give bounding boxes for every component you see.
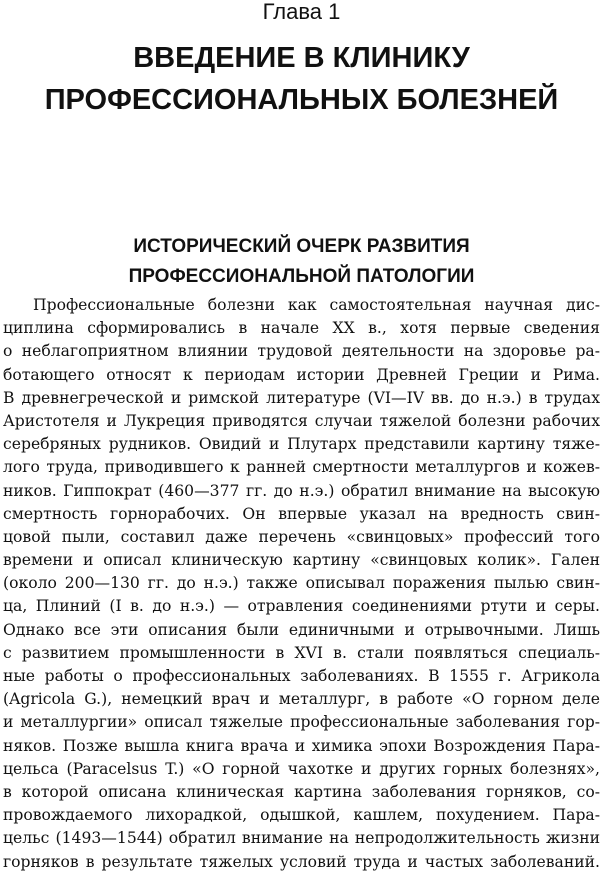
text-line: горняков в результате тяжелых условий труда и частых заболеваний. <box>3 852 600 871</box>
section-heading-line: ИСТОРИЧЕСКИЙ ОЧЕРК РАЗВИТИЯ <box>133 236 470 257</box>
chapter-title-line: ВВЕДЕНИЕ В КЛИНИКУ <box>133 42 470 74</box>
text-line: циплина сформировались в начале XX в., хотя первые сведения <box>3 319 600 338</box>
text-line: ца, Плиний (I в. до н.э.) — отравления соединениями ртути и серы. <box>3 597 600 616</box>
text-line: В древнегреческой и римской литературе (VI—IV вв. до н.э.) в трудах <box>3 388 600 407</box>
text-line: провождаемого лихорадкой, одышкой, кашлем, похудением. Пара- <box>3 806 600 825</box>
text-line: Профессиональные болезни как самостоятельная научная дис- <box>33 296 600 314</box>
body-paragraph <box>3 294 600 874</box>
text-line: (около 200—130 гг. до н.э.) также описывал поражения пылью свин- <box>3 574 600 593</box>
text-line: и металлургии» описал тяжелые профессиональные заболевания гор- <box>3 713 600 732</box>
text-line: няков. Позже вышла книга врача и химика эпохи Возрождения Пара- <box>3 736 600 755</box>
section-heading-line: ПРОФЕССИОНАЛЬНОЙ ПАТОЛОГИИ <box>128 266 475 287</box>
text-line: (Agricola G.), немецкий врач и металлург, в работе «О горном деле <box>3 690 600 709</box>
chapter-label: Глава 1 <box>262 0 341 24</box>
text-line: в которой описана клиническая картина заболевания горняков, со- <box>3 782 600 801</box>
text-line: лого труда, приводившего к ранней смертности металлургов и кожев- <box>3 458 600 477</box>
text-line: цельса (Paracelsus T.) «О горной чахотке и других горных болезнях», <box>3 759 600 778</box>
text-line: цовой пыли, составил даже перечень «свинцовых» профессий того <box>3 527 600 546</box>
text-line: смертность горнорабочих. Он впервые указал на вредность свин- <box>3 504 600 523</box>
text-line: ные работы о профессиональных заболеваниях. В 1555 г. Агрикола <box>3 667 600 685</box>
section-heading <box>0 232 603 292</box>
chapter-title <box>0 37 603 121</box>
text-line: о неблагоприятном влиянии трудовой деятельности на здоровье ра- <box>3 342 600 361</box>
chapter-title-line: ПРОФЕССИОНАЛЬНЫХ БОЛЕЗНЕЙ <box>44 84 559 116</box>
text-line: Аристотеля и Лукреция приводятся случаи тяжелой болезни рабочих <box>3 411 600 430</box>
text-line: с развитием промышленности в XVI в. стали появляться специаль- <box>3 643 600 662</box>
text-line: ников. Гиппократ (460—377 гг. до н.э.) обратил внимание на высокую <box>3 481 600 500</box>
text-line: цельс (1493—1544) обратил внимание на непродолжительность жизни <box>3 829 600 848</box>
text-line: времени и описал клиническую картину «свинцовых колик». Гален <box>3 551 600 570</box>
text-line: ботающего относят к периодам истории Древней Греции и Рима. <box>3 365 600 384</box>
text-line: серебряных рудников. Овидий и Плутарх представили картину тяже- <box>3 435 600 454</box>
text-line: Однако все эти описания были единичными и отрывочными. Лишь <box>3 620 600 639</box>
